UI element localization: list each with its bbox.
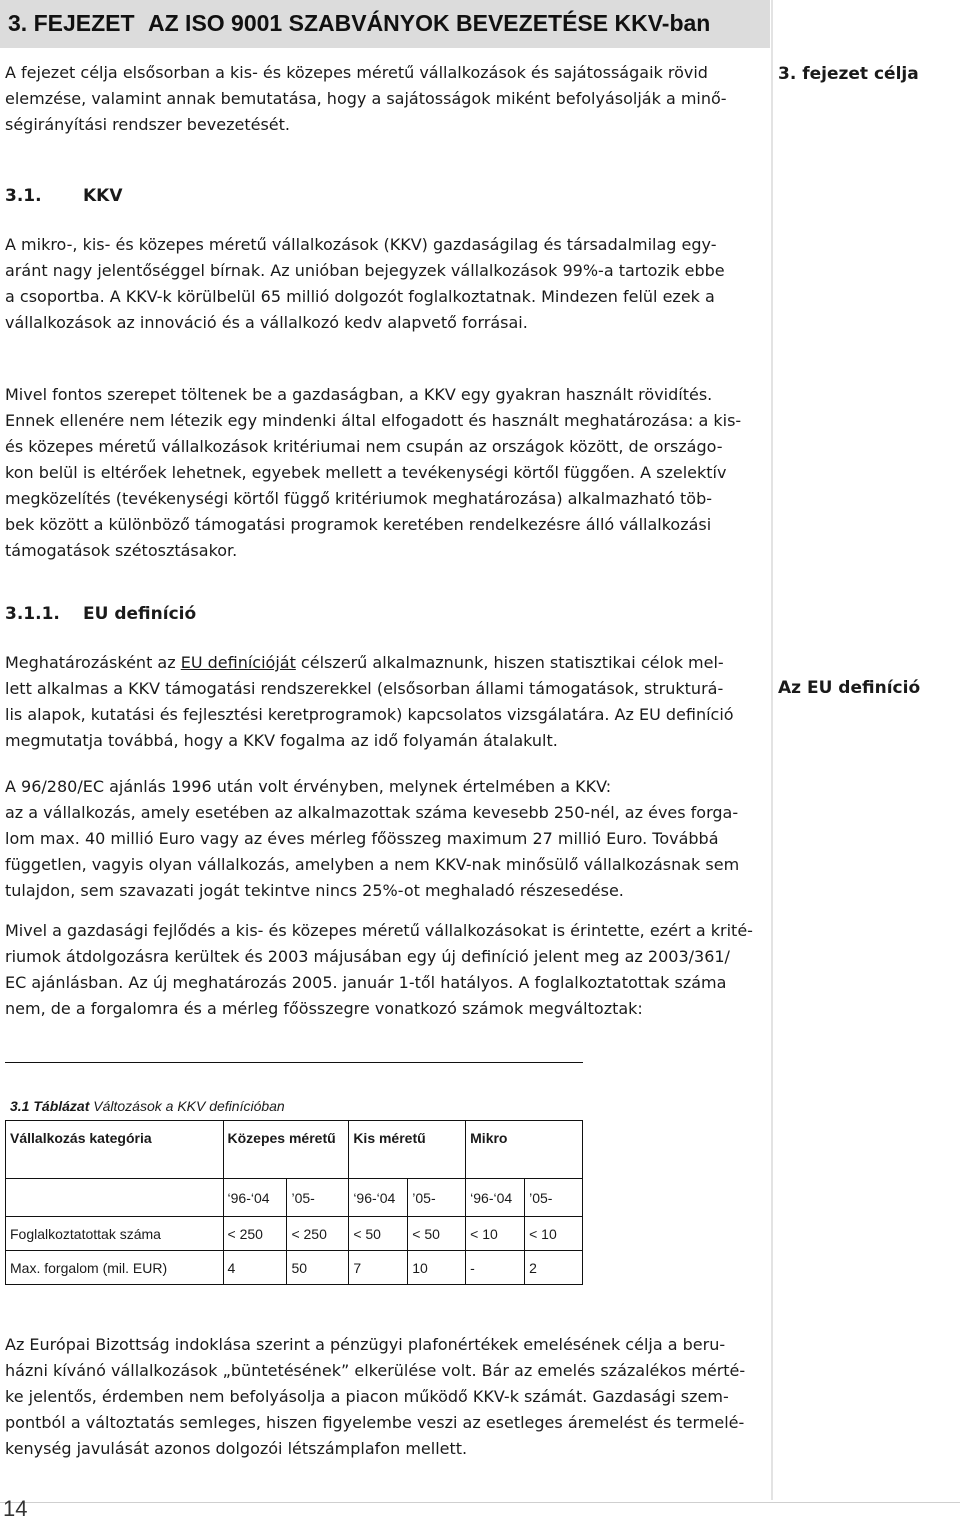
text-line: a csoportba. A KKV-k körülbelül 65 millió dolgozót foglalkoztatnak. Mindezen felül ezek a	[5, 287, 715, 306]
eu-definition-paragraph-1	[5, 650, 767, 754]
footer-rule	[0, 1502, 960, 1503]
text-line: ke jelentős, érdemben nem befolyásolja a piacon működő KKV-k számát. Gazdasági szem-	[5, 1387, 729, 1406]
kkv-definition-table	[5, 1120, 583, 1285]
text-line: lis alapok, kutatási és fejlesztési keretprogramok) kapcsolatos vizsgálatára. Az EU definíció	[5, 705, 734, 724]
table-row-label: Max. forgalom (mil. EUR)	[6, 1251, 224, 1285]
table-caption-number: 3.1 Táblázat	[10, 1098, 90, 1114]
text-line: A 96/280/EC ajánlás 1996 után volt érvényben, melynek értelmében a KKV:	[5, 777, 612, 796]
table-cell: 50	[287, 1251, 349, 1285]
text-line: kenység javulását azonos dolgozói létszámplafon mellett.	[5, 1439, 468, 1458]
table-top-rule	[5, 1062, 583, 1063]
section-number: 3.1.1.	[5, 604, 60, 624]
closing-paragraph	[5, 1332, 767, 1462]
table-cell: < 250	[287, 1217, 349, 1251]
chapter-number: 3. FEJEZET	[8, 10, 135, 36]
kkv-definition-table-block	[5, 1062, 583, 1284]
eu-definition-paragraph-2	[5, 774, 767, 904]
chapter-header-bar	[0, 0, 770, 48]
text-line: Mivel fontos szerepet töltenek be a gazdaságban, a KKV egy gyakran használt rövidítés.	[5, 385, 713, 404]
margin-note-eu-definition: Az EU definíció	[778, 678, 921, 698]
table-cell: ’05-	[287, 1179, 349, 1217]
text-line: ségirányítási rendszer bevezetését.	[5, 115, 290, 134]
table-cell: < 250	[223, 1217, 287, 1251]
text-line: az a vállalkozás, amely esetében az alkalmazottak száma kevesebb 250-nél, az éves forga-	[5, 803, 739, 822]
text-line: elemzése, valamint annak bemutatása, hogy a sajátosságok miként befolyásolják a minő-	[5, 89, 727, 108]
table-years-row	[6, 1179, 583, 1217]
text-line: aránt nagy jelentőséggel bírnak. Az unióban bejegyzek vállalkozások 99%-a tartozik ebbe	[5, 261, 725, 280]
table-cell: < 10	[466, 1217, 525, 1251]
text-line: kon belül is eltérőek lehetnek, egyebek mellett a tevékenységi körtől függően. A szelektív	[5, 463, 727, 482]
table-row	[6, 1251, 583, 1285]
text-line: megközelítés (tevékenységi körtől függő kritériumok meghatározása) alkalmazható töb-	[5, 489, 712, 508]
text-line: EC ajánlásban. Az új meghatározás 2005. január 1-től hatályos. A foglalkoztatottak száma	[5, 973, 727, 992]
table-cell: 10	[408, 1251, 466, 1285]
page-number: 14	[3, 1496, 28, 1521]
table-row	[6, 1217, 583, 1251]
table-cell: < 50	[408, 1217, 466, 1251]
section-heading-3-1-1	[5, 604, 196, 624]
table-cell: ’05-	[525, 1179, 583, 1217]
section-title: EU definíció	[83, 604, 197, 624]
table-cell: 7	[349, 1251, 408, 1285]
kkv-paragraph-2	[5, 382, 767, 564]
eu-definition-link[interactable]: EU definícióját	[180, 653, 296, 672]
text-line: riumok átdolgozásra kerültek és 2003 májusában egy új definíció jelent meg az 2003/361/	[5, 947, 730, 966]
text-line: független, vagyis olyan vállalkozás, amelyben a nem KKV-nak minősülő vállalkozásnak sem	[5, 855, 740, 874]
table-cell: < 10	[525, 1217, 583, 1251]
kkv-paragraph-1	[5, 232, 767, 336]
table-cell: < 50	[349, 1217, 408, 1251]
table-cell	[6, 1179, 224, 1217]
table-caption	[10, 1098, 285, 1114]
section-number: 3.1.	[5, 186, 42, 206]
table-header-cell: Közepes méretű	[223, 1121, 349, 1179]
table-cell: ‘96-‘04	[466, 1179, 525, 1217]
table-cell: ’05-	[408, 1179, 466, 1217]
table-header-cell: Vállalkozás kategória	[6, 1121, 224, 1179]
margin-divider	[771, 0, 773, 1500]
text-line: A fejezet célja elsősorban a kis- és közepes méretű vállalkozások és sajátosságaik rövid	[5, 63, 708, 82]
text-line	[5, 650, 767, 676]
table-row-label: Foglalkoztatottak száma	[6, 1217, 224, 1251]
text-line: A mikro-, kis- és közepes méretű vállalkozások (KKV) gazdaságilag és társadalmilag egy-	[5, 235, 717, 254]
table-cell: ‘96-‘04	[223, 1179, 287, 1217]
text-line: bek között a különböző támogatási programok keretében rendelkezésre álló vállalkozási	[5, 515, 712, 534]
text-line: pontból a változtatás semleges, hiszen figyelembe veszi az esetleges áremelést és termelé-	[5, 1413, 745, 1432]
text-line: és közepes méretű vállalkozások kritériumai nem csupán az országok között, de országo-	[5, 437, 723, 456]
table-header-cell: Kis méretű	[349, 1121, 466, 1179]
table-caption-text: Változások a KKV definícióban	[89, 1098, 285, 1114]
eu-definition-paragraph-3	[5, 918, 767, 1022]
margin-note-chapter-goal: 3. fejezet célja	[778, 64, 919, 84]
chapter-title	[8, 10, 710, 37]
text-line: vállalkozások az innováció és a vállalkozó kedv alapvető forrásai.	[5, 313, 528, 332]
table-header-cell: Mikro	[466, 1121, 583, 1179]
table-cell: ‘96-‘04	[349, 1179, 408, 1217]
text-line: támogatások szétosztásakor.	[5, 541, 238, 560]
text-line: házni kívánó vállalkozások „büntetésének” elkerülése volt. Bár az emelés százalékos mérté-	[5, 1361, 746, 1380]
table-header-row	[6, 1121, 583, 1179]
section-heading-3-1	[5, 186, 123, 206]
text-line: Az Európai Bizottság indoklása szerint a pénzügyi plafonértékek emelésének célja a beru-	[5, 1335, 726, 1354]
table-cell: 2	[525, 1251, 583, 1285]
text-segment: célszerű alkalmaznunk, hiszen statisztikai célok mel-	[295, 653, 724, 672]
text-line: nem, de a forgalomra és a mérleg főösszegre vonatkozó számok megváltoztak:	[5, 999, 643, 1018]
table-cell: -	[466, 1251, 525, 1285]
text-line: megmutatja továbbá, hogy a KKV fogalma az idő folyamán átalakult.	[5, 731, 558, 750]
text-line: Mivel a gazdasági fejlődés a kis- és közepes méretű vállalkozásokat is érintette, ezért a krité-	[5, 921, 753, 940]
section-title: KKV	[83, 186, 123, 206]
table-cell: 4	[223, 1251, 287, 1285]
intro-paragraph	[5, 60, 767, 138]
text-line: lett alkalmas a KKV támogatási rendszerekkel (elsősorban állami támogatások, strukturá-	[5, 679, 724, 698]
text-line: lom max. 40 millió Euro vagy az éves mérleg főösszeg maximum 27 millió Euro. Továbbá	[5, 829, 719, 848]
text-line: Ennek ellenére nem létezik egy mindenki által elfogadott és használt meghatározása: a kis-	[5, 411, 742, 430]
chapter-title-text: AZ ISO 9001 SZABVÁNYOK BEVEZETÉSE KKV-ban	[148, 10, 711, 36]
text-line: tulajdon, sem szavazati jogát tekintve nincs 25%-ot meghaladó részesedése.	[5, 881, 624, 900]
text-segment: Meghatározásként az	[5, 653, 181, 672]
